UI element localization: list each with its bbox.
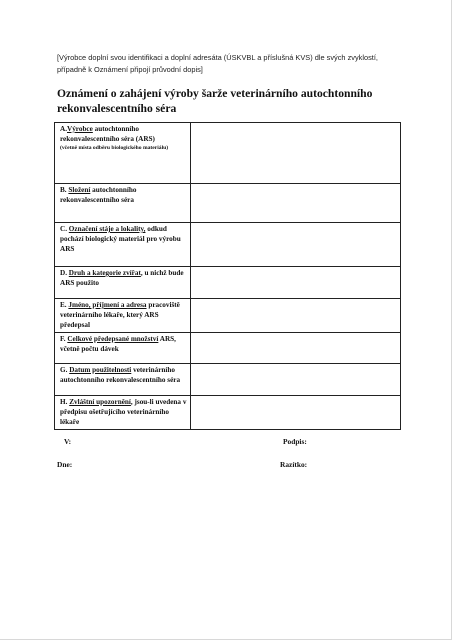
form-row-g-label (55, 364, 191, 396)
form-row-a-value[interactable] (191, 123, 401, 184)
row-rest: veterinárního autochtonního rekonvalescentního séra (60, 366, 181, 385)
form-row-g-value[interactable] (191, 364, 401, 396)
form-row-b-label (55, 184, 191, 223)
row-rest: odkud pochází biologický materiál pro výrobu ARS (60, 225, 181, 254)
row-key: Zvláštní upozornění (69, 398, 131, 406)
form-row-c (55, 223, 401, 267)
row-key: Datum použitelnosti (69, 366, 132, 374)
form-row-f (55, 333, 401, 364)
form-row-f-value[interactable] (191, 333, 401, 364)
row-code: F. (60, 335, 68, 343)
header-note: [Výrobce doplní svou identifikaci a doplní adresáta (ÚSKVBL a příslušná KVS) dle svých zvyklostí, případně k Oznámení připojí průvodní dopis] (57, 53, 378, 74)
form-row-d-label (55, 267, 191, 299)
row-code: H. (60, 398, 70, 406)
row-key: Celkové předepsané množství (67, 335, 159, 343)
form-row-e-label (55, 299, 191, 333)
row-code: C. (60, 225, 69, 233)
date-label: Dne: (57, 460, 73, 469)
form-row-a (55, 123, 401, 184)
signature-label: Podpis: (283, 437, 307, 446)
document-title: Oznámení o zahájení výroby šarže veterinárního autochtonního rekonvalescentního séra (57, 87, 373, 115)
form-row-e-value[interactable] (191, 299, 401, 333)
row-code: G. (60, 366, 70, 374)
form-row-f-label (55, 333, 191, 364)
row-rest: autochtonního rekonvalescentního séra (ARS) (60, 125, 155, 144)
form-row-a-label (55, 123, 191, 184)
row-code: D. (60, 269, 69, 277)
form-row-h (55, 396, 401, 430)
form-row-c-value[interactable] (191, 223, 401, 267)
form-row-c-label (55, 223, 191, 267)
row-subnote: (včetně místa odběru biologického materiálu) (60, 145, 169, 152)
notification-form-table (54, 122, 401, 430)
row-key: Označení stáje a lokality, (68, 225, 146, 233)
row-rest: ARS, včetně počtu dávek (60, 335, 176, 354)
row-code: B. (60, 186, 69, 194)
form-row-g (55, 364, 401, 396)
form-row-b (55, 184, 401, 223)
stamp-label: Razítko: (280, 460, 308, 469)
place-label: V: (64, 437, 72, 446)
form-row-d (55, 267, 401, 299)
row-key: Jméno, příjmení a adresa (68, 301, 147, 309)
row-rest: autochtonního rekonvalescentního séra (60, 186, 137, 205)
row-rest: , u nichž bude ARS použito (60, 269, 184, 288)
form-row-b-value[interactable] (191, 184, 401, 223)
row-code: E. (60, 301, 69, 309)
form-row-d-value[interactable] (191, 267, 401, 299)
row-rest: pracoviště veterinárního lékaře, který ARS předepsal (60, 301, 180, 330)
row-key: Výrobce (67, 125, 93, 133)
row-code: A. (60, 125, 67, 133)
form-row-e (55, 299, 401, 333)
row-rest: , jsou-li uvedena v předpisu ošetřujícího veterinárního lékaře (60, 398, 187, 427)
form-row-h-label (55, 396, 191, 430)
form-row-h-value[interactable] (191, 396, 401, 430)
row-key: Druh a kategorie zvířat (68, 269, 141, 277)
row-key: Složení (68, 186, 91, 194)
